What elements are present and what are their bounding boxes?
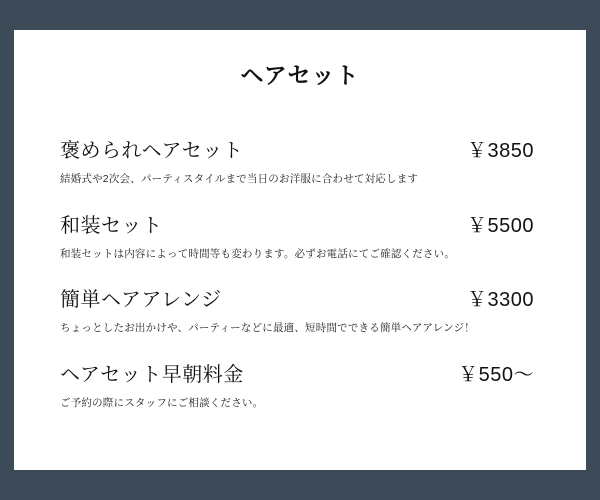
menu-item-name: 褒められヘアセット xyxy=(60,140,244,162)
list-item xyxy=(60,209,540,262)
list-item xyxy=(60,134,540,187)
menu-item-name: 和装セット xyxy=(60,214,163,237)
menu-item-header xyxy=(60,283,540,312)
menu-item-list xyxy=(14,134,586,411)
menu-item-price: ￥3850 xyxy=(467,140,534,162)
menu-item-header xyxy=(60,134,540,163)
menu-item-description: ご予約の際にスタッフにご相談ください。 xyxy=(60,397,264,410)
page-title: ヘアセット xyxy=(240,62,360,88)
menu-item-header xyxy=(60,209,540,238)
menu-item-price: ￥550〜 xyxy=(458,364,534,387)
list-item xyxy=(60,283,540,336)
menu-item-description: 和装セットは内容によって時間等も変わります。必ずお電話にてご確認ください。 xyxy=(60,247,456,260)
menu-item-description: 結婚式や2次会、パーティスタイルまで当日のお洋服に合わせて対応します xyxy=(60,173,419,185)
menu-item-name: 簡単ヘアアレンジ xyxy=(60,289,222,312)
menu-item-price: ￥5500 xyxy=(467,214,534,237)
menu-item-price: ￥3300 xyxy=(467,289,534,312)
menu-item-name: ヘアセット早朝料金 xyxy=(60,364,244,387)
menu-card xyxy=(14,30,586,470)
menu-item-description: ちょっとしたお出かけや、パーティーなどに最適、短時間でできる簡単ヘアアレンジ！ xyxy=(60,322,475,335)
menu-item-header xyxy=(60,358,540,387)
list-item xyxy=(60,358,540,411)
